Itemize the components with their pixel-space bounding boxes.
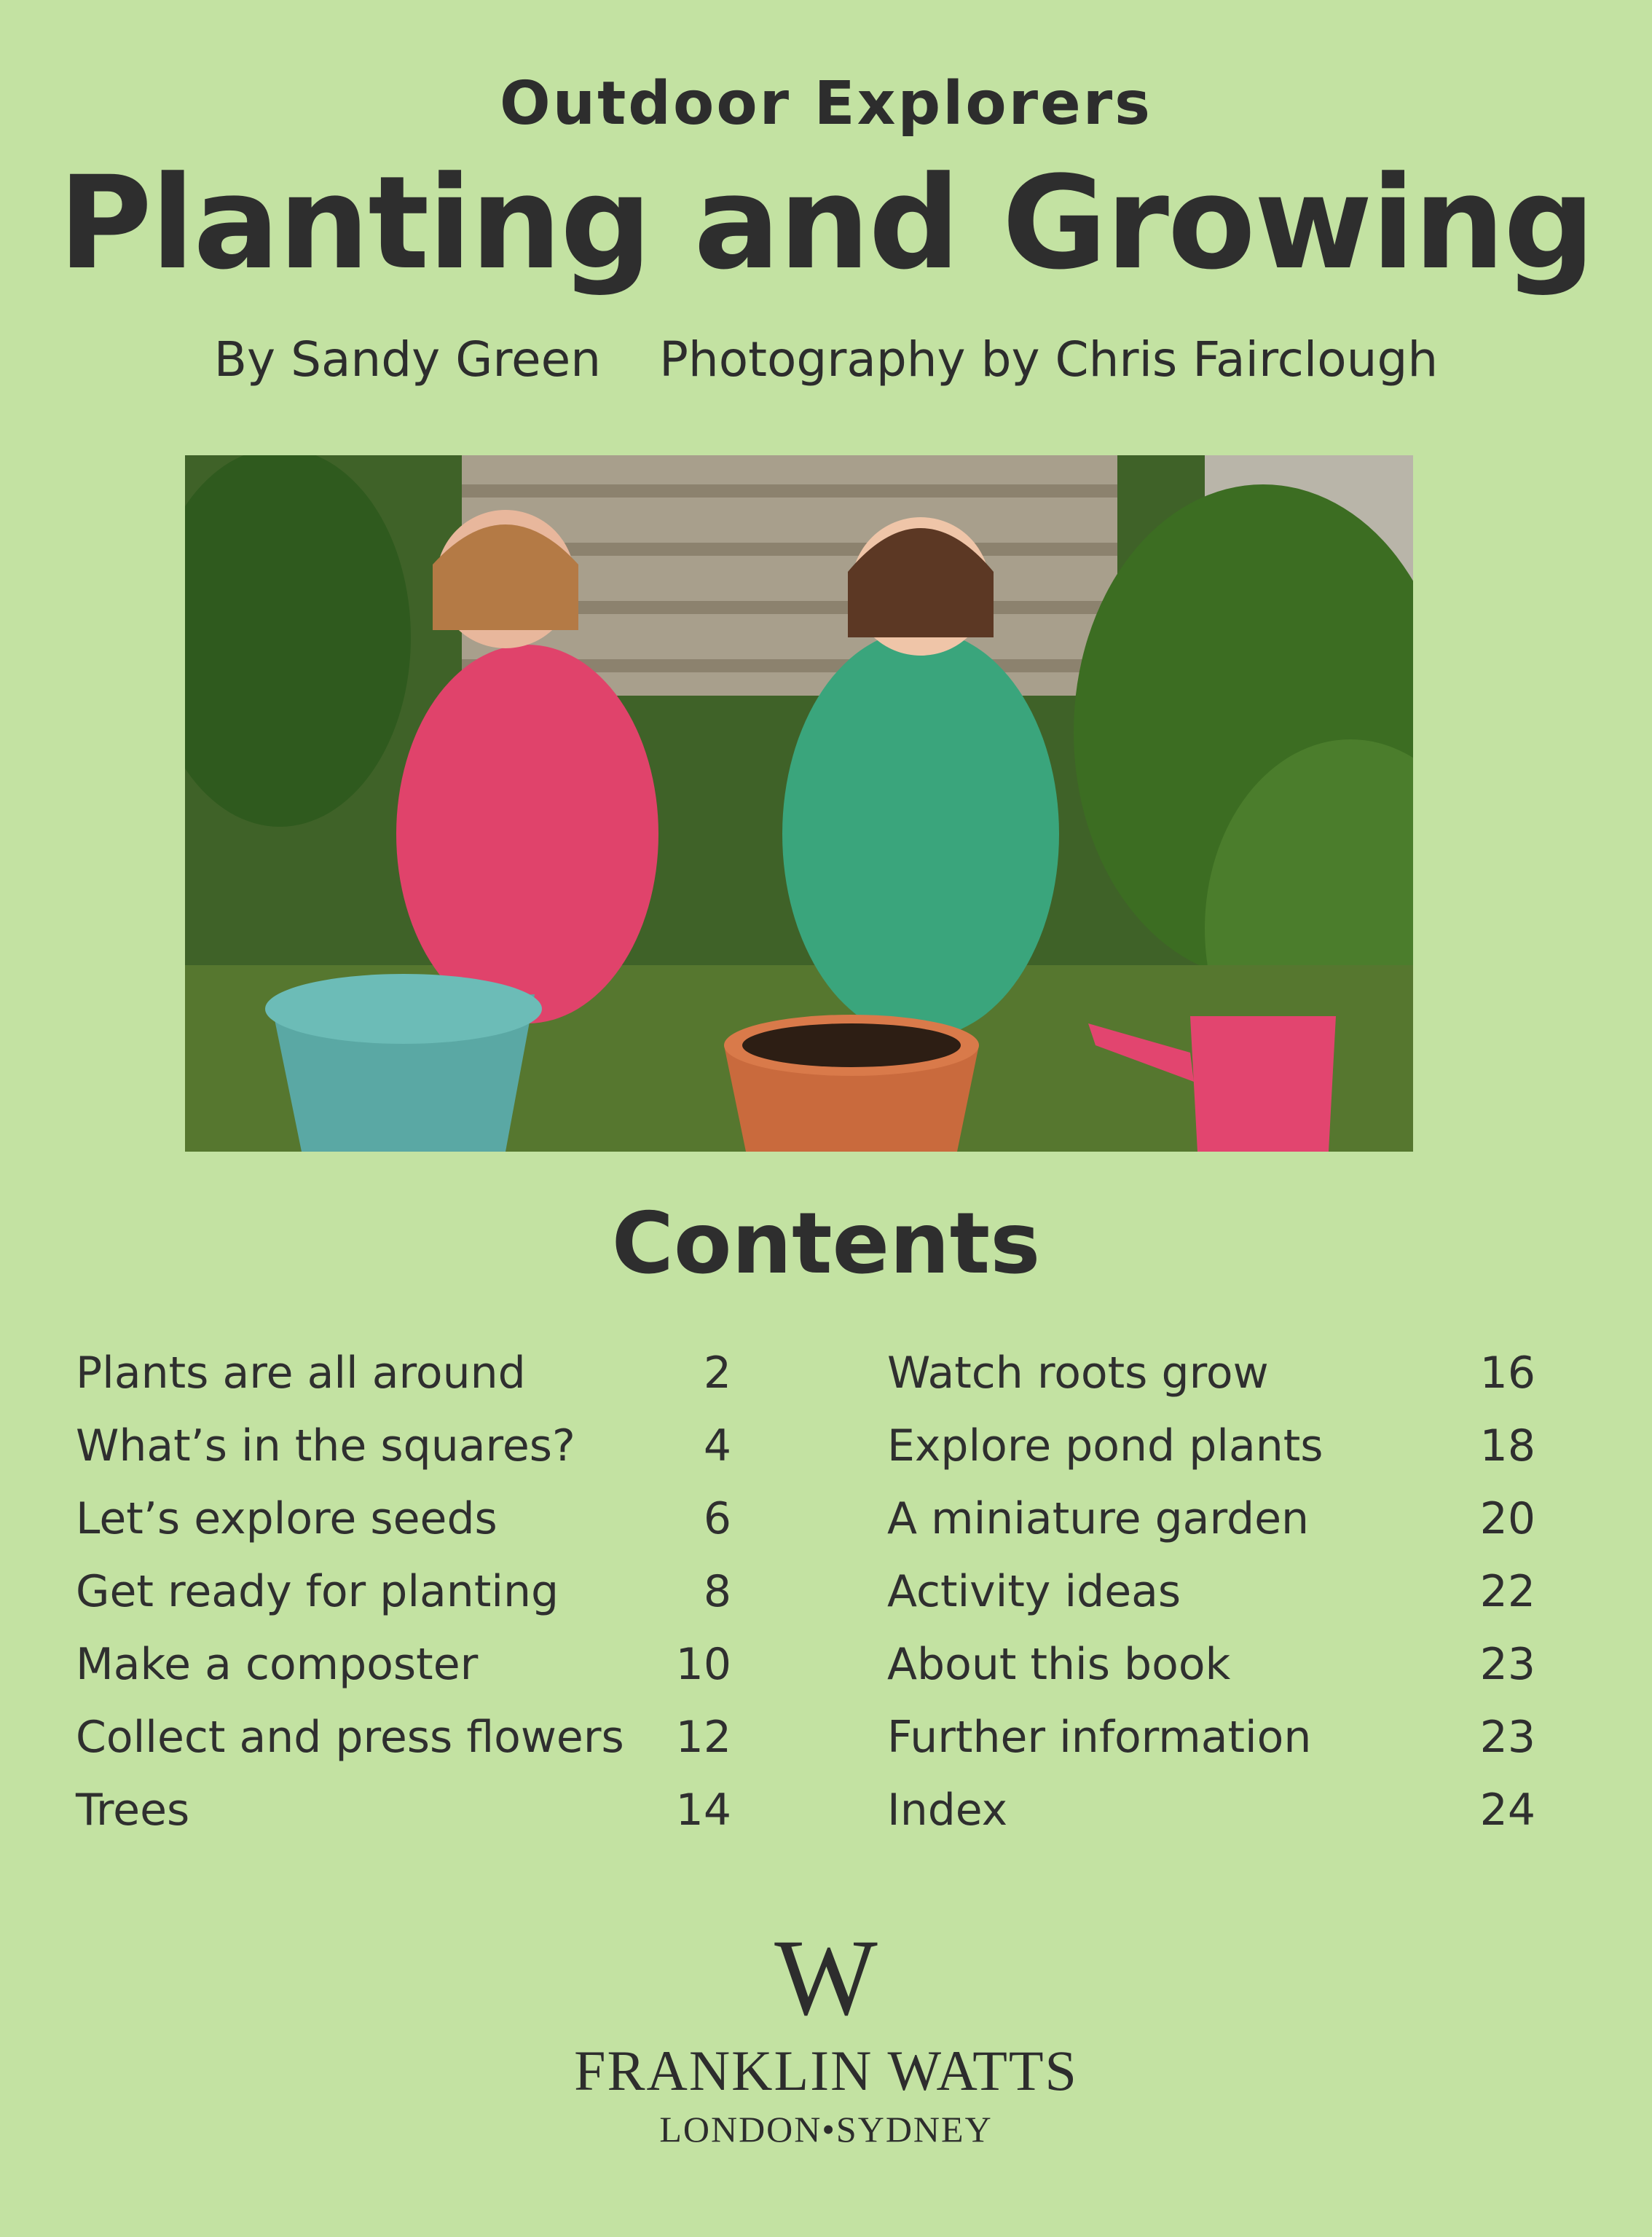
cover-photo-illustration <box>185 455 1413 1152</box>
toc-entry-page: 4 <box>703 1420 731 1471</box>
contents-heading: Contents <box>611 1195 1041 1293</box>
toc-entry-page: 14 <box>675 1785 731 1836</box>
toc-entry-label: A miniature garden <box>887 1493 1310 1544</box>
toc-entry <box>76 1555 731 1628</box>
toc-entry <box>76 1482 731 1555</box>
toc-entry-page: 6 <box>703 1493 731 1544</box>
publisher-name: FRANKLIN WATTS <box>574 2039 1078 2102</box>
toc-entry <box>887 1337 1535 1410</box>
toc-entry-page: 23 <box>1479 1639 1535 1690</box>
toc-entry <box>76 1410 731 1482</box>
toc-entry-page: 23 <box>1479 1712 1535 1763</box>
toc-entry <box>76 1628 731 1701</box>
cover-photo <box>185 455 1413 1152</box>
toc-entry-label: Explore pond plants <box>887 1420 1323 1471</box>
author-credit: By Sandy Green <box>213 331 602 388</box>
toc-entry <box>887 1482 1535 1555</box>
toc-entry <box>76 1774 731 1847</box>
toc-entry-page: 24 <box>1479 1785 1535 1836</box>
toc-entry-page: 22 <box>1479 1566 1535 1617</box>
publisher-logo <box>0 1917 1652 2150</box>
toc-entry-label: Collect and press flowers <box>76 1712 624 1763</box>
toc-entry-label: Index <box>887 1785 1008 1836</box>
publisher-logo-mark: W <box>774 1917 878 2038</box>
toc-entry-label: Let’s explore seeds <box>76 1493 497 1544</box>
credits <box>0 331 1652 388</box>
series-title: Outdoor Explorers <box>500 69 1152 138</box>
toc-entry-page: 18 <box>1479 1420 1535 1471</box>
photographer-credit: Photography by Chris Fairclough <box>659 331 1439 388</box>
toc-entry-label: Watch roots grow <box>887 1348 1269 1399</box>
toc-entry <box>887 1555 1535 1628</box>
toc-entry <box>76 1701 731 1774</box>
toc-entry <box>887 1774 1535 1847</box>
toc-entry-label: Make a composter <box>76 1639 479 1690</box>
toc-entry-page: 16 <box>1479 1348 1535 1399</box>
toc-entry <box>76 1337 731 1410</box>
toc-entry-label: What’s in the squares? <box>76 1420 575 1471</box>
toc-entry-label: Further information <box>887 1712 1312 1763</box>
toc-entry-page: 2 <box>703 1348 731 1399</box>
book-title: Planting and Growing <box>58 149 1594 298</box>
publisher-cities: LONDON•SYDNEY <box>659 2109 993 2150</box>
toc-entry-page: 20 <box>1479 1493 1535 1544</box>
toc-entry <box>887 1701 1535 1774</box>
toc-entry-label: About this book <box>887 1639 1231 1690</box>
toc-left-column <box>76 1337 731 1847</box>
toc-entry-page: 8 <box>703 1566 731 1617</box>
toc-entry-page: 12 <box>675 1712 731 1763</box>
toc-entry-label: Get ready for planting <box>76 1566 559 1617</box>
toc-entry-label: Trees <box>76 1785 190 1836</box>
toc-right-column <box>887 1337 1535 1847</box>
toc-entry-page: 10 <box>675 1639 731 1690</box>
toc-entry-label: Plants are all around <box>76 1348 526 1399</box>
toc-entry <box>887 1628 1535 1701</box>
toc-entry-label: Activity ideas <box>887 1566 1181 1617</box>
toc-entry <box>887 1410 1535 1482</box>
